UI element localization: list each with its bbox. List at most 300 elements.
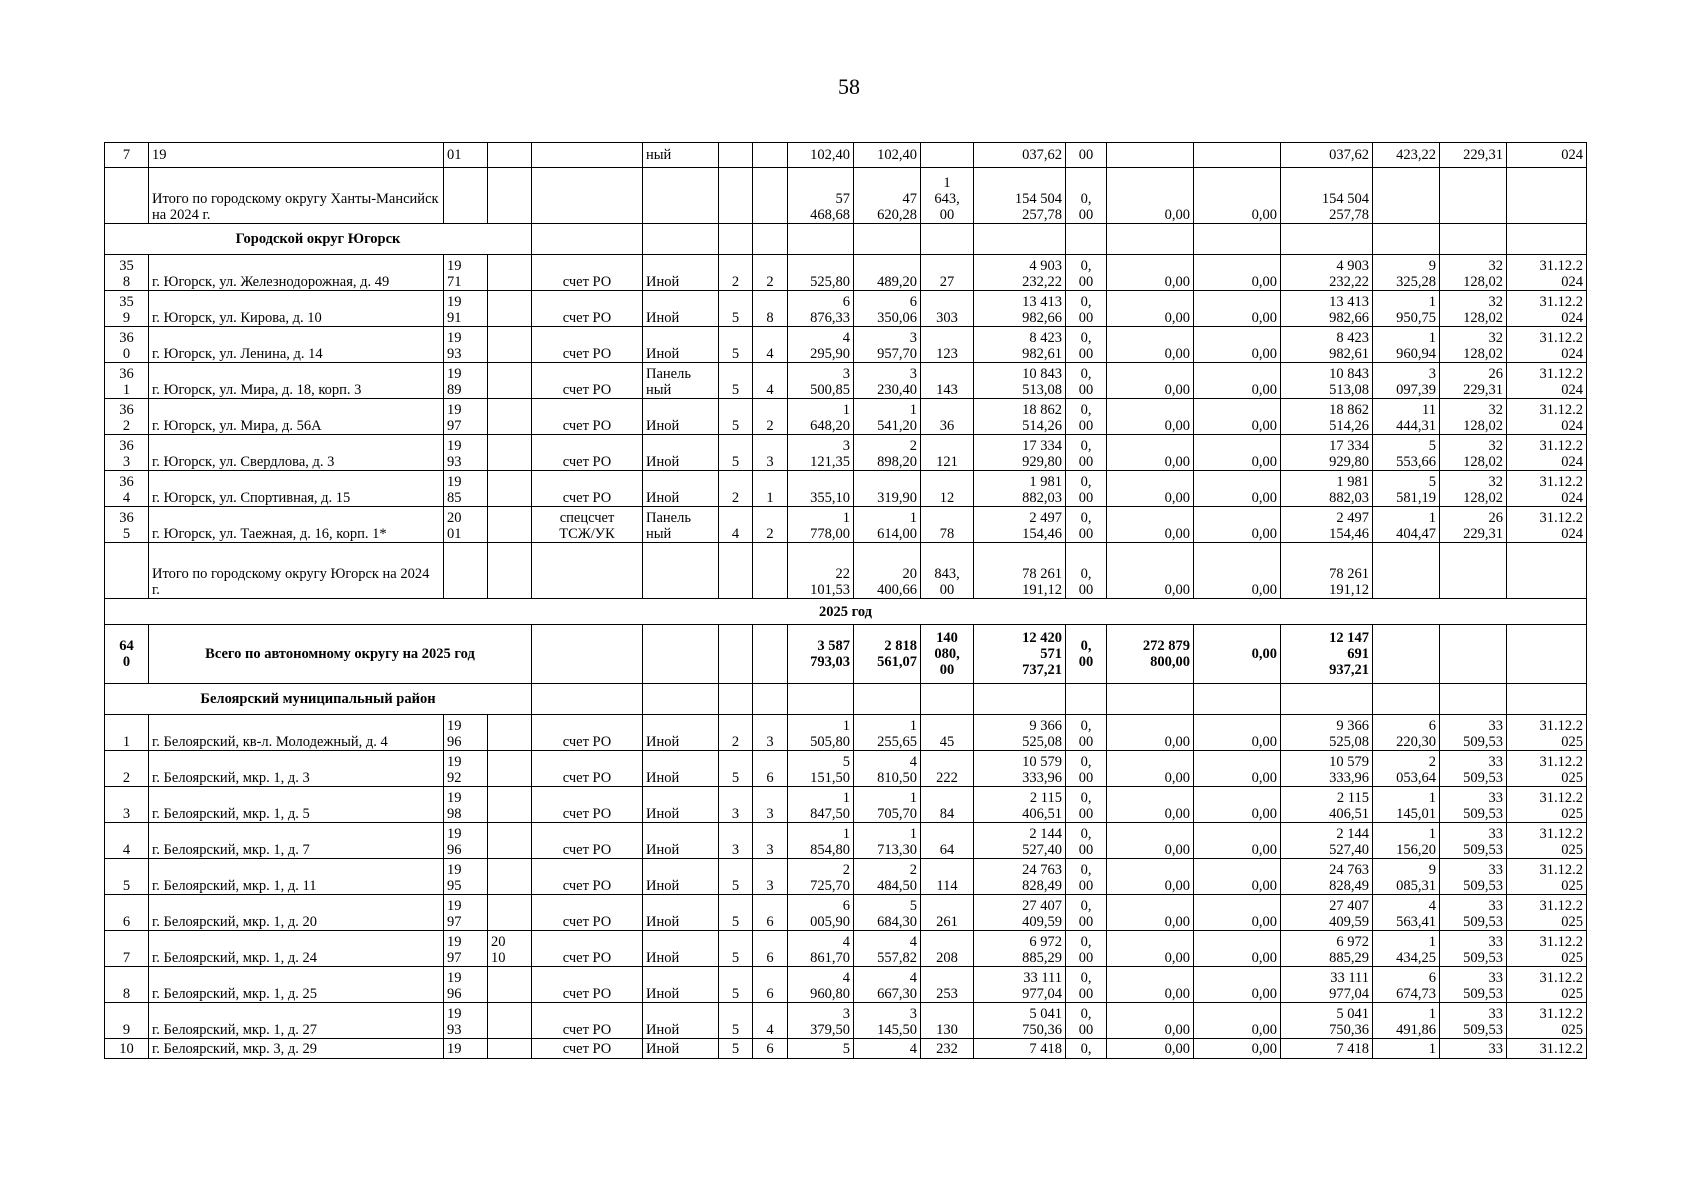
table-row [105,471,1587,507]
cell-date: 31.12.2 [1507,1039,1587,1059]
cell-date: 31.12.2 024 [1507,255,1587,291]
cell-res: 45 [921,715,974,751]
cell-fl: 3 [719,787,753,823]
cell-fl: 2 [719,471,753,507]
cell-fl: 5 [719,363,753,399]
cell-f2: 0,00 [1107,967,1194,1003]
cell-f1: 0, 00 [1066,823,1107,859]
cell-year: 19 96 [444,715,488,751]
cell-empty [1373,684,1440,715]
cell-date [1507,543,1587,599]
cell-num: 35 9 [105,291,149,327]
cell-source: счет РО [532,787,643,823]
cell-date: 31.12.2 025 [1507,715,1587,751]
cell-a1: 3 500,85 [788,363,854,399]
cell-a1: 102,40 [788,143,854,168]
cell-empty [532,224,643,255]
cell-cost: 5 041 750,36 [974,1003,1066,1039]
cell-source: счет РО [532,327,643,363]
cell-f3: 0,00 [1194,1039,1281,1059]
cell-unit: 11 444,31 [1373,399,1440,435]
cell-ent: 3 [753,787,788,823]
cell-year: 19 [444,1039,488,1059]
cell-mat: Панель ный [643,507,719,543]
cell-year2 [488,1039,532,1059]
cell-fl: 5 [719,859,753,895]
cell-year2 [488,823,532,859]
cell-source: счет РО [532,1003,643,1039]
cell-empty [974,684,1066,715]
table-row [105,931,1587,967]
cell-f4: 17 334 929,80 [1281,435,1373,471]
cell-f1: 0, 00 [1066,967,1107,1003]
cell-addr: г. Белоярский, мкр. 1, д. 3 [149,751,444,787]
cell-date: 31.12.2 024 [1507,435,1587,471]
cell-fl: 5 [719,399,753,435]
total-label: Итого по городскому округу Ханты-Мансийск на 2024 г. [149,168,444,224]
cell-mat: Иной [643,787,719,823]
cell-year: 19 93 [444,1003,488,1039]
cell-limit: 33 509,53 [1440,751,1507,787]
cell-ent: 2 [753,507,788,543]
cell-cost: 8 423 982,61 [974,327,1066,363]
cell-res: 12 [921,471,974,507]
cell-f1: 0, 00 [1066,507,1107,543]
cell-addr: г. Югорск, ул. Мира, д. 56А [149,399,444,435]
cell-a2: 2 818 561,07 [854,625,921,684]
cell-source: счет РО [532,967,643,1003]
table-row [105,751,1587,787]
cell-ent: 2 [753,255,788,291]
cell-f1: 0, 00 [1066,255,1107,291]
cell-num: 10 [105,1039,149,1059]
cell-mat: Иной [643,1003,719,1039]
cell-date: 31.12.2 024 [1507,291,1587,327]
table-row [105,255,1587,291]
cell-f4: 10 579 333,96 [1281,751,1373,787]
section-ugorsk [105,224,1587,255]
cell-num: 5 [105,859,149,895]
cell-f2: 0,00 [1107,787,1194,823]
cell-f3: 0,00 [1194,715,1281,751]
cell-num: 7 [105,143,149,168]
cell-f2: 0,00 [1107,1003,1194,1039]
cell-limit: 32 128,02 [1440,327,1507,363]
cell-f3: 0,00 [1194,543,1281,599]
cell-year: 01 [444,143,488,168]
cell-f2: 0,00 [1107,715,1194,751]
cell-source [532,625,643,684]
cell-f3: 0,00 [1194,751,1281,787]
cell-res: 114 [921,859,974,895]
cell-res: 140 080, 00 [921,625,974,684]
cell-ent [753,168,788,224]
cell-mat: Иной [643,823,719,859]
cell-res: 232 [921,1039,974,1059]
cell-limit: 32 128,02 [1440,471,1507,507]
cell-addr: г. Белоярский, мкр. 1, д. 24 [149,931,444,967]
cell-f1: 0, 00 [1066,1003,1107,1039]
cell-addr: г. Белоярский, мкр. 1, д. 27 [149,1003,444,1039]
cell-ent: 6 [753,895,788,931]
cell-f4: 6 972 885,29 [1281,931,1373,967]
cell-ent: 6 [753,931,788,967]
cell-f4: 12 147 691 937,21 [1281,625,1373,684]
cell-year2 [488,543,532,599]
cell-res: 78 [921,507,974,543]
cell-year2 [488,435,532,471]
cell-res: 222 [921,751,974,787]
cell-addr: г. Белоярский, мкр. 1, д. 20 [149,895,444,931]
cell-unit [1373,543,1440,599]
cell-cost: 1 981 882,03 [974,471,1066,507]
cell-year: 19 95 [444,859,488,895]
cell-num [105,543,149,599]
cell-empty [1194,684,1281,715]
cell-unit: 9 325,28 [1373,255,1440,291]
grand-total-row [105,625,1587,684]
cell-num: 36 3 [105,435,149,471]
cell-mat: Иной [643,895,719,931]
cell-res: 1 643, 00 [921,168,974,224]
cell-f2: 0,00 [1107,751,1194,787]
cell-date: 31.12.2 025 [1507,1003,1587,1039]
cell-res: 261 [921,895,974,931]
cell-empty [1066,684,1107,715]
cell-empty [921,684,974,715]
cell-num [105,168,149,224]
cell-year2 [488,787,532,823]
cell-source: счет РО [532,823,643,859]
cell-cost: 17 334 929,80 [974,435,1066,471]
cell-fl: 5 [719,931,753,967]
cell-year2 [488,363,532,399]
cell-limit: 32 128,02 [1440,435,1507,471]
cell-year: 19 96 [444,823,488,859]
cell-cost: 33 111 977,04 [974,967,1066,1003]
cell-year: 19 85 [444,471,488,507]
cell-date: 31.12.2 025 [1507,787,1587,823]
cell-empty [788,684,854,715]
cell-f2: 0,00 [1107,291,1194,327]
cell-f2: 0,00 [1107,435,1194,471]
cell-date: 31.12.2 024 [1507,471,1587,507]
ugorsk-total-row [105,543,1587,599]
cell-fl [719,543,753,599]
cell-mat [643,625,719,684]
cell-limit: 32 128,02 [1440,255,1507,291]
cell-ent [753,143,788,168]
table-body [105,143,1587,1059]
cell-f2: 0,00 [1107,931,1194,967]
cell-f2: 0,00 [1107,1039,1194,1059]
table-row [105,1039,1587,1059]
cell-unit: 9 085,31 [1373,859,1440,895]
cell-cost: 9 366 525,08 [974,715,1066,751]
cell-unit: 4 563,41 [1373,895,1440,931]
cell-f3: 0,00 [1194,168,1281,224]
cell-a2: 319,90 [854,471,921,507]
cell-a2: 4 [854,1039,921,1059]
cell-f4: 10 843 513,08 [1281,363,1373,399]
cell-limit: 33 509,53 [1440,787,1507,823]
cell-f1: 0, 00 [1066,363,1107,399]
cell-mat: Иной [643,751,719,787]
cell-source: счет РО [532,859,643,895]
cell-year2 [488,399,532,435]
cell-f1: 0, [1066,1039,1107,1059]
cell-addr: г. Югорск, ул. Кирова, д. 10 [149,291,444,327]
table-row [105,507,1587,543]
cell-a2: 102,40 [854,143,921,168]
cell-source: счет РО [532,471,643,507]
cell-f1: 0, 00 [1066,625,1107,684]
cell-num: 3 [105,787,149,823]
cell-mat: Иной [643,1039,719,1059]
cell-limit: 33 509,53 [1440,715,1507,751]
cell-year2 [488,967,532,1003]
cell-date: 31.12.2 025 [1507,931,1587,967]
cell-year2 [488,895,532,931]
cell-mat: Панель ный [643,363,719,399]
cell-f3 [1194,143,1281,168]
cell-date [1507,168,1587,224]
cell-f1: 0, 00 [1066,291,1107,327]
cell-cost: 10 579 333,96 [974,751,1066,787]
cell-addr: г. Югорск, ул. Мира, д. 18, корп. 3 [149,363,444,399]
cell-f3: 0,00 [1194,363,1281,399]
cell-fl: 5 [719,751,753,787]
cell-year: 19 93 [444,327,488,363]
cell-res: 36 [921,399,974,435]
cell-date: 31.12.2 025 [1507,859,1587,895]
cell-date: 024 [1507,143,1587,168]
cell-a1: 525,80 [788,255,854,291]
cell-ent: 1 [753,471,788,507]
cell-source: счет РО [532,363,643,399]
cell-source: счет РО [532,399,643,435]
cell-f4: 18 862 514,26 [1281,399,1373,435]
cell-mat: Иной [643,327,719,363]
cell-cost: 12 420 571 737,21 [974,625,1066,684]
table-row [105,363,1587,399]
cell-a2: 3 145,50 [854,1003,921,1039]
cell-a1: 3 587 793,03 [788,625,854,684]
cell-f4: 2 497 154,46 [1281,507,1373,543]
cell-empty [921,224,974,255]
cell-year: 19 91 [444,291,488,327]
cell-fl [719,625,753,684]
khm-total-row [105,168,1587,224]
cell-a1: 22 101,53 [788,543,854,599]
cell-ent [753,543,788,599]
cell-fl: 2 [719,255,753,291]
cell-date: 31.12.2 025 [1507,823,1587,859]
cell-unit: 5 581,19 [1373,471,1440,507]
cell-a1: 1 854,80 [788,823,854,859]
cell-f3: 0,00 [1194,823,1281,859]
cell-unit: 1 434,25 [1373,931,1440,967]
cell-mat: Иной [643,291,719,327]
cell-f1: 0, 00 [1066,751,1107,787]
cell-limit [1440,625,1507,684]
cell-f3: 0,00 [1194,967,1281,1003]
cell-empty [643,224,719,255]
cell-limit: 26 229,31 [1440,507,1507,543]
cell-unit: 1 145,01 [1373,787,1440,823]
cell-f3: 0,00 [1194,859,1281,895]
cell-date: 31.12.2 024 [1507,327,1587,363]
table-row [105,291,1587,327]
cell-f3: 0,00 [1194,399,1281,435]
cell-unit: 1 156,20 [1373,823,1440,859]
cell-unit: 1 950,75 [1373,291,1440,327]
table-row [105,859,1587,895]
cell-fl: 5 [719,967,753,1003]
cell-f1: 0, 00 [1066,543,1107,599]
cell-empty [1440,684,1507,715]
cell-fl: 3 [719,823,753,859]
cell-unit: 1 [1373,1039,1440,1059]
cell-year2 [488,291,532,327]
cell-f4: 13 413 982,66 [1281,291,1373,327]
cell-a2: 3 957,70 [854,327,921,363]
cell-year: 19 92 [444,751,488,787]
cell-year: 19 97 [444,931,488,967]
cell-source: счет РО [532,895,643,931]
cell-f4: 1 981 882,03 [1281,471,1373,507]
cell-unit: 2 053,64 [1373,751,1440,787]
total-label: Итого по городскому округу Югорск на 2024 г. [149,543,444,599]
cell-f1: 0, 00 [1066,435,1107,471]
cell-f4: 037,62 [1281,143,1373,168]
cell-num: 6 [105,895,149,931]
cell-year: 20 01 [444,507,488,543]
cell-mat: Иной [643,715,719,751]
grand-total-label: Всего по автономному округу на 2025 год [149,625,532,684]
cell-cost: 10 843 513,08 [974,363,1066,399]
cell-mat: Иной [643,859,719,895]
cell-limit: 33 [1440,1039,1507,1059]
cell-num: 8 [105,967,149,1003]
cell-empty [1281,684,1373,715]
cell-res: 64 [921,823,974,859]
cell-f3: 0,00 [1194,787,1281,823]
cell-ent: 6 [753,1039,788,1059]
cell-fl [719,168,753,224]
cell-limit [1440,168,1507,224]
cell-limit: 33 509,53 [1440,967,1507,1003]
cell-source: счет РО [532,1039,643,1059]
cell-year2 [488,471,532,507]
cell-fl: 5 [719,291,753,327]
cell-f2: 0,00 [1107,471,1194,507]
cell-f4: 8 423 982,61 [1281,327,1373,363]
cell-empty [1107,684,1194,715]
cell-unit: 6 674,73 [1373,967,1440,1003]
cell-a1: 355,10 [788,471,854,507]
cell-a2: 3 230,40 [854,363,921,399]
cell-res: 143 [921,363,974,399]
cell-limit: 33 509,53 [1440,895,1507,931]
cell-a1: 1 505,80 [788,715,854,751]
cell-f1: 0, 00 [1066,931,1107,967]
cell-f2: 0,00 [1107,543,1194,599]
cell-a1: 1 778,00 [788,507,854,543]
cell-year: 19 97 [444,399,488,435]
cell-ent [753,625,788,684]
cell-a2: 1 255,65 [854,715,921,751]
cell-source: спецсчет ТСЖ/УК [532,507,643,543]
cell-empty [854,684,921,715]
cell-f2: 0,00 [1107,823,1194,859]
cell-empty [1507,224,1587,255]
cell-cost: 154 504 257,78 [974,168,1066,224]
cell-source [532,543,643,599]
cell-addr: г. Югорск, ул. Свердлова, д. 3 [149,435,444,471]
cell-a2: 1 713,30 [854,823,921,859]
cell-ent: 4 [753,327,788,363]
cell-res: 121 [921,435,974,471]
cell-f3: 0,00 [1194,1003,1281,1039]
cell-a1: 4 861,70 [788,931,854,967]
cell-f2: 0,00 [1107,168,1194,224]
cell-empty [1281,224,1373,255]
cell-fl: 5 [719,1003,753,1039]
table-row [105,967,1587,1003]
cell-num: 64 0 [105,625,149,684]
cell-date [1507,625,1587,684]
cell-a1: 5 151,50 [788,751,854,787]
cell-limit: 33 509,53 [1440,931,1507,967]
cell-mat: Иной [643,399,719,435]
cell-a2: 1 614,00 [854,507,921,543]
cell-f3: 0,00 [1194,931,1281,967]
cell-f2: 0,00 [1107,363,1194,399]
cell-fl: 4 [719,507,753,543]
year-header: 2025 год [105,599,1587,625]
table-row [105,1003,1587,1039]
cell-f3: 0,00 [1194,291,1281,327]
cell-empty [1066,224,1107,255]
cell-ent: 3 [753,859,788,895]
cell-year2 [488,507,532,543]
cell-f1: 00 [1066,143,1107,168]
cell-mat: Иной [643,435,719,471]
cell-empty [1440,224,1507,255]
cell-year: 19 71 [444,255,488,291]
cell-cost: 27 407 409,59 [974,895,1066,931]
cell-unit: 6 220,30 [1373,715,1440,751]
cell-limit: 26 229,31 [1440,363,1507,399]
cell-f1: 0, 00 [1066,471,1107,507]
cell-f2: 0,00 [1107,255,1194,291]
cell-num: 36 1 [105,363,149,399]
cell-empty [1507,684,1587,715]
cell-res: 84 [921,787,974,823]
cell-mat: Иной [643,471,719,507]
cell-ent: 3 [753,823,788,859]
cell-num: 36 2 [105,399,149,435]
cell-addr: 19 [149,143,444,168]
cell-source [532,143,643,168]
cell-num: 7 [105,931,149,967]
cell-f3: 0,00 [1194,471,1281,507]
cell-addr: г. Югорск, ул. Ленина, д. 14 [149,327,444,363]
table-row [105,327,1587,363]
cell-ent: 6 [753,751,788,787]
cell-res: 208 [921,931,974,967]
